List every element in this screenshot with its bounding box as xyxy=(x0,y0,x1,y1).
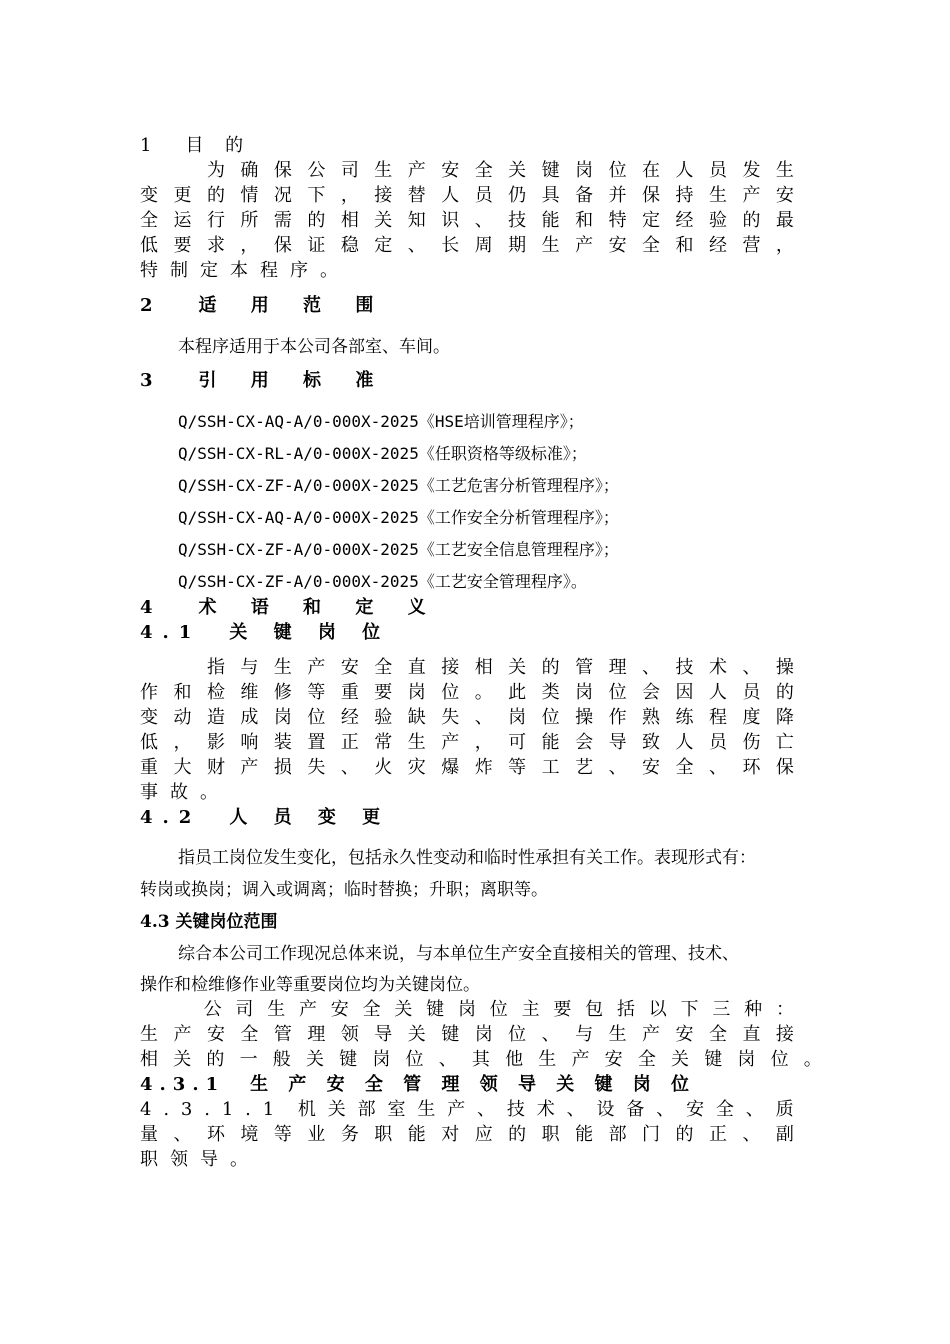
reference-1: Q/SSH-CX-AQ-A/0-000X-2025《HSE培训管理程序》； xyxy=(178,412,584,431)
section-4-3-1-heading: 4.3.1 生 产 安 全 管 理 领 导 关 键 岗 位 xyxy=(140,1074,697,1095)
section-1-line-5: 特制定本程序。 xyxy=(140,260,350,281)
section-4-3-1-line-2: 量 、 环 境 等 业 务 职 能 对 应 的 职 能 部 门 的 正 、 副 xyxy=(140,1124,794,1145)
section-4-1-line-4: 低 ， 影 响 装 置 正 常 生 产 ， 可 能 会 导 致 人 员 伤 亡 xyxy=(140,732,794,753)
section-4-3-1-line-1: 4 . 3 . 1 . 1 机 关 部 室 生 产 、 技 术 、 设 备 、 安 全 、 质 xyxy=(140,1099,794,1120)
section-4-3-para-line-3: 相 关 的 一 般 关 键 岗 位 、 其 他 生 产 安 全 关 键 岗 位 。 xyxy=(140,1049,822,1070)
section-4-1-line-3: 变 动 造 成 岗 位 经 验 缺 失 、 岗 位 操 作 熟 练 程 度 降 xyxy=(140,707,794,728)
section-1-line-3: 全 运 行 所 需 的 相 关 知 识 、 技 能 和 特 定 经 验 的 最 xyxy=(140,210,794,231)
section-4-3-heading: 4.3 关键岗位范围 xyxy=(140,912,278,932)
section-3-heading: 3 引 用 标 准 xyxy=(140,370,388,391)
section-2-heading: 2 适 用 范 围 xyxy=(140,295,388,316)
section-4-1-heading: 4.1 关 键 岗 位 xyxy=(140,622,391,643)
section-4-2-heading: 4.2 人 员 变 更 xyxy=(140,807,391,828)
section-4-3-1-line-3: 职领导。 xyxy=(140,1149,260,1170)
reference-5: Q/SSH-CX-ZF-A/0-000X-2025《工艺安全信息管理程序》； xyxy=(178,540,619,559)
section-1-line-2: 变 更 的 情 况 下 ， 接 替 人 员 仍 具 备 并 保 持 生 产 安 xyxy=(140,185,794,206)
section-2-text: 本程序适用于本公司各部室、车间。 xyxy=(178,337,450,357)
section-4-3-line-2: 操作和检维修作业等重要岗位均为关键岗位。 xyxy=(140,975,480,995)
section-4-1-line-1: 指 与 生 产 安 全 直 接 相 关 的 管 理 、 技 术 、 操 xyxy=(206,657,794,678)
reference-6: Q/SSH-CX-ZF-A/0-000X-2025《工艺安全管理程序》。 xyxy=(178,572,587,591)
section-4-3-line-1: 综合本公司工作现况总体来说，与本单位生产安全直接相关的管理、技术、 xyxy=(178,944,739,964)
section-1-line-4: 低 要 求 ， 保 证 稳 定 、 长 周 期 生 产 安 全 和 经 营 ， xyxy=(140,235,794,256)
reference-4: Q/SSH-CX-AQ-A/0-000X-2025《工作安全分析管理程序》； xyxy=(178,508,619,527)
reference-2: Q/SSH-CX-RL-A/0-000X-2025《任职资格等级标准》； xyxy=(178,444,587,463)
section-4-1-line-2: 作 和 检 维 修 等 重 要 岗 位 。 此 类 岗 位 会 因 人 员 的 xyxy=(140,682,794,703)
section-4-1-line-6: 事故。 xyxy=(140,782,230,803)
section-4-2-line-1: 指员工岗位发生变化，包括永久性变动和临时性承担有关工作。表现形式有： xyxy=(178,848,756,868)
section-4-3-para-line-1: 公 司 生 产 安 全 关 键 岗 位 主 要 包 括 以 下 三 种 ： xyxy=(203,999,794,1020)
reference-3: Q/SSH-CX-ZF-A/0-000X-2025《工艺危害分析管理程序》； xyxy=(178,476,619,495)
section-4-2-line-2: 转岗或换岗；调入或调离；临时替换；升职；离职等。 xyxy=(140,880,548,900)
section-4-heading: 4 术 语 和 定 义 xyxy=(140,597,440,618)
section-1-line-1: 为 确 保 公 司 生 产 安 全 关 键 岗 位 在 人 员 发 生 xyxy=(206,160,794,181)
section-1-heading: 1 目 的 xyxy=(140,135,252,156)
section-4-1-line-5: 重 大 财 产 损 失 、 火 灾 爆 炸 等 工 艺 、 安 全 、 环 保 xyxy=(140,757,794,778)
section-4-3-para-line-2: 生 产 安 全 管 理 领 导 关 键 岗 位 、 与 生 产 安 全 直 接 xyxy=(140,1024,794,1045)
